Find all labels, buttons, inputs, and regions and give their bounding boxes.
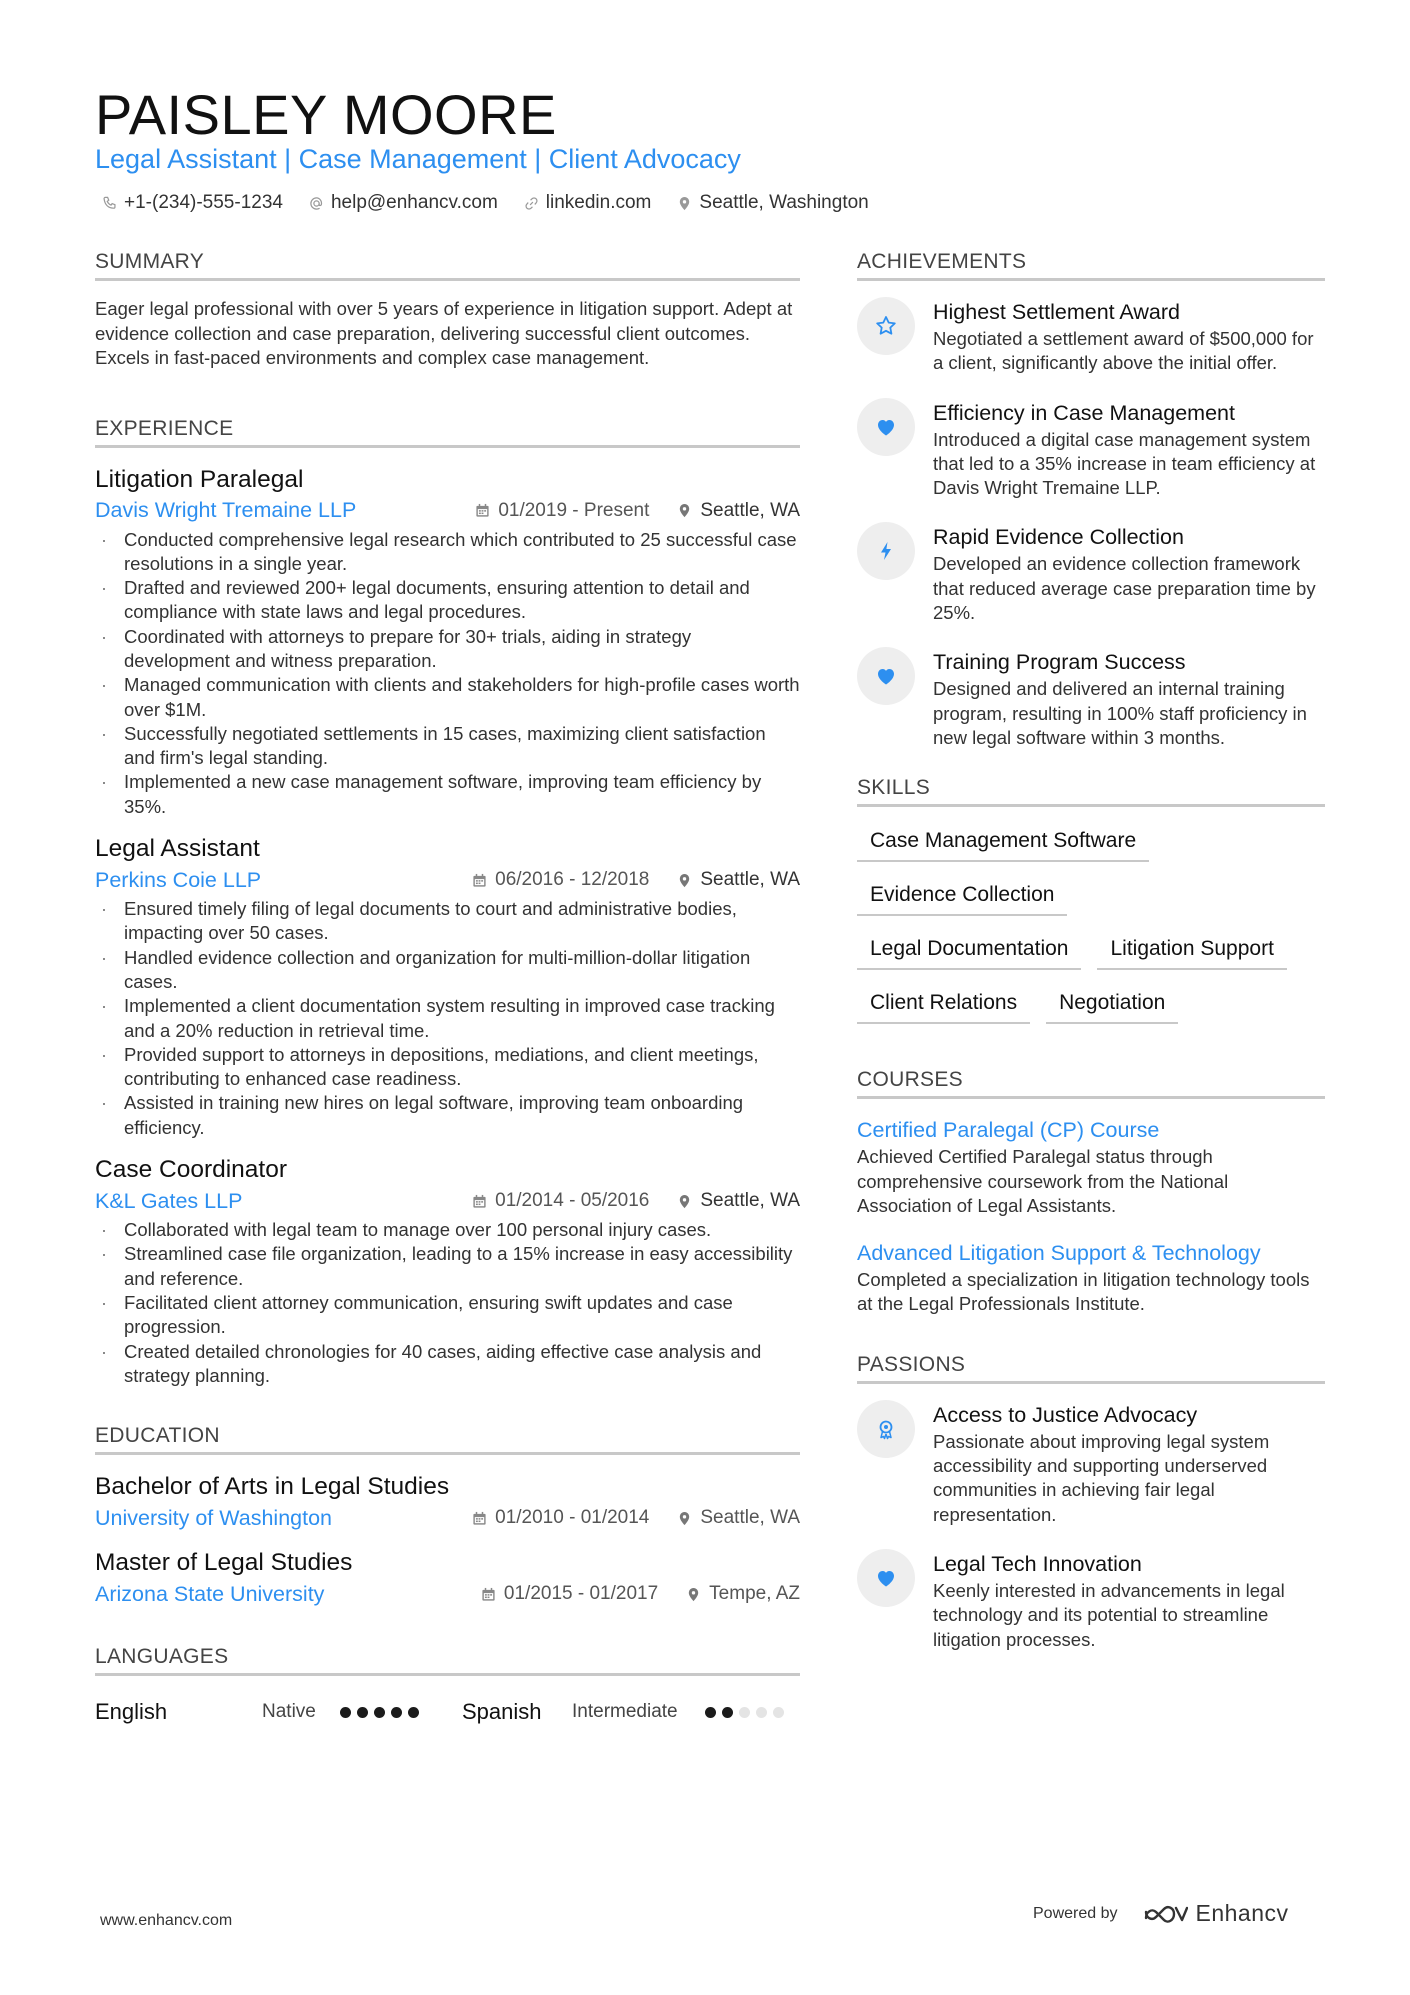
calendar-icon (472, 873, 487, 888)
job-entry (95, 1154, 800, 1388)
education-dates: 01/2010 - 01/2014 (495, 1507, 650, 1529)
language-row (95, 1692, 800, 1732)
candidate-name: PAISLEY MOORE (95, 83, 557, 146)
languages-section (95, 1645, 800, 1732)
summary-section (95, 250, 800, 371)
achievement-title: Training Program Success (933, 650, 1186, 675)
contact-email[interactable] (309, 192, 498, 214)
achievement-desc: Negotiated a settlement award of $500,000 for a client, significantly above the initial offer. (933, 328, 1314, 374)
proficiency-dot (756, 1707, 767, 1718)
job-dates: 06/2016 - 12/2018 (495, 869, 650, 891)
passion-item (857, 1400, 1325, 1527)
bullet-item: · Handled evidence collection and organization for multi-million-dollar litigation cases. (95, 946, 800, 995)
summary-heading: SUMMARY (95, 250, 800, 281)
contact-location-text: Seattle, Washington (699, 192, 869, 213)
courses-heading: COURSES (857, 1068, 1325, 1099)
passion-item (857, 1549, 1325, 1652)
at-icon (309, 196, 324, 211)
passion-title: Access to Justice Advocacy (933, 1402, 1198, 1427)
skills-heading: SKILLS (857, 776, 1325, 807)
course-desc: Achieved Certified Paralegal status through comprehensive coursework from the National Association of Legal Assistants. (857, 1146, 1229, 1216)
language-proficiency-dots (705, 1707, 784, 1718)
bullet-item: · Provided support to attorneys in depositions, mediations, and client meetings, contributing to enhanced case readiness. (95, 1043, 800, 1092)
course-item (857, 1238, 1325, 1317)
heart-icon (874, 415, 898, 439)
footer-branding (1033, 1900, 1289, 1927)
location-icon (686, 1587, 701, 1602)
enhancv-logo-icon (1142, 1902, 1188, 1926)
passions-heading: PASSIONS (857, 1353, 1325, 1384)
phone-icon (102, 196, 117, 211)
award-icon (874, 1417, 898, 1441)
degree-title: Master of Legal Studies (95, 1549, 353, 1577)
skill-tag: Negotiation (1046, 985, 1178, 1024)
bullet-item: · Created detailed chronologies for 40 cases, aiding effective case analysis and strategy planning. (95, 1340, 800, 1389)
calendar-icon (475, 503, 490, 518)
education-entry (95, 1471, 800, 1533)
calendar-icon (481, 1587, 496, 1602)
language-level: Intermediate (572, 1701, 678, 1723)
passions-section (857, 1353, 1325, 1652)
education-location: Tempe, AZ (709, 1583, 800, 1605)
skill-tag: Client Relations (857, 985, 1030, 1024)
school-name: University of Washington (95, 1505, 332, 1530)
powered-by-text: Powered by (1033, 1904, 1118, 1922)
company-name: K&L Gates LLP (95, 1188, 243, 1213)
skill-tag: Litigation Support (1097, 931, 1286, 970)
experience-section (95, 417, 800, 1389)
achievement-desc: Designed and delivered an internal training program, resulting in 100% staff proficiency in new legal software within 3 months. (933, 678, 1307, 748)
education-dates: 01/2015 - 01/2017 (503, 1583, 659, 1605)
contact-email-text: help@enhancv.com (330, 192, 498, 213)
location-icon (677, 1511, 692, 1526)
right-column (857, 250, 1325, 1674)
achievements-heading: ACHIEVEMENTS (857, 250, 1325, 281)
footer-website[interactable]: www.enhancv.com (100, 1912, 233, 1929)
course-desc: Completed a specialization in litigation technology tools at the Legal Professionals Institute. (857, 1269, 1310, 1315)
proficiency-dot (374, 1707, 385, 1718)
bullet-item: · Collaborated with legal team to manage over 100 personal injury cases. (95, 1218, 800, 1242)
language-level: Native (262, 1701, 316, 1723)
bullet-item: · Successfully negotiated settlements in 15 cases, maximizing client satisfaction and firm's legal standing. (95, 722, 800, 771)
bullet-item: · Implemented a client documentation system resulting in improved case tracking and a 20% reduction in retrieval time. (95, 994, 800, 1043)
achievement-item (857, 297, 1325, 376)
contact-location (677, 192, 868, 214)
bullet-item: · Assisted in training new hires on legal software, improving team onboarding efficiency. (95, 1091, 800, 1140)
course-item (857, 1115, 1325, 1218)
proficiency-dot (391, 1707, 402, 1718)
company-name: Perkins Coie LLP (95, 867, 262, 892)
bullet-item: · Coordinated with attorneys to prepare for 30+ trials, aiding in strategy development and witness preparation. (95, 625, 800, 674)
skill-tag: Case Management Software (857, 823, 1149, 862)
brand-logo[interactable] (1142, 1900, 1289, 1927)
course-title: Advanced Litigation Support & Technology (857, 1241, 1261, 1266)
languages-heading: LANGUAGES (95, 1645, 800, 1676)
job-dates: 01/2019 - Present (498, 499, 650, 521)
achievement-desc: Introduced a digital case management system that led to a 35% increase in team efficiency at Davis Wright Tremaine LLP. (933, 428, 1316, 499)
job-location: Seattle, WA (700, 869, 800, 891)
contact-linkedin-text: linkedin.com (545, 192, 652, 213)
bullet-item: · Drafted and reviewed 200+ legal documents, ensuring attention to detail and compliance with state laws and legal procedures. (95, 576, 800, 625)
job-bullets (95, 1218, 800, 1388)
candidate-tagline: Legal Assistant | Case Management | Client Advocacy (95, 144, 741, 174)
proficiency-dot (722, 1707, 733, 1718)
contact-bar (102, 192, 869, 214)
job-bullets (95, 528, 800, 820)
language-name: English (95, 1699, 168, 1725)
achievement-title: Efficiency in Case Management (933, 400, 1235, 425)
brand-name: Enhancv (1195, 1900, 1289, 1926)
language-name: Spanish (462, 1699, 542, 1725)
job-bullets (95, 897, 800, 1140)
education-location: Seattle, WA (700, 1507, 800, 1529)
bullet-item: · Ensured timely filing of legal documents to court and administrative bodies, impacting over 50 cases. (95, 897, 800, 946)
proficiency-dot (739, 1707, 750, 1718)
proficiency-dot (408, 1707, 419, 1718)
language-proficiency-dots (340, 1707, 462, 1718)
calendar-icon (472, 1511, 487, 1526)
degree-title: Bachelor of Arts in Legal Studies (95, 1473, 450, 1501)
location-icon (677, 503, 692, 518)
contact-phone[interactable] (102, 192, 283, 214)
skills-section (857, 776, 1325, 1024)
education-section (95, 1424, 800, 1609)
education-entry (95, 1547, 800, 1609)
achievements-section (857, 250, 1325, 750)
location-icon (677, 1194, 692, 1209)
school-name: Arizona State University (95, 1581, 325, 1606)
heart-icon (874, 1566, 898, 1590)
bullet-item: · Streamlined case file organization, leading to a 15% increase in easy accessibility and reference. (95, 1242, 800, 1291)
courses-section (857, 1068, 1325, 1316)
bullet-item: · Conducted comprehensive legal research which contributed to 25 successful case resolutions in a single year. (95, 528, 800, 577)
education-heading: EDUCATION (95, 1424, 800, 1455)
skill-tag: Legal Documentation (857, 931, 1081, 970)
achievement-item (857, 647, 1325, 750)
experience-heading: EXPERIENCE (95, 417, 800, 448)
achievement-desc: Developed an evidence collection framework that reduced average case preparation time by 25%. (933, 553, 1316, 624)
contact-linkedin[interactable] (524, 192, 652, 214)
proficiency-dot (340, 1707, 351, 1718)
job-dates: 01/2014 - 05/2016 (495, 1190, 650, 1212)
left-column (95, 250, 800, 1732)
bullet-item: · Facilitated client attorney communication, ensuring swift updates and case progression. (95, 1291, 800, 1340)
proficiency-dot (705, 1707, 716, 1718)
summary-text: Eager legal professional with over 5 years of experience in litigation support. Adept at evidence collection and case preparation, delivering successful client outcomes. Excels in fast-paced environments and complex case management. (95, 298, 793, 368)
job-title: Case Coordinator (95, 1156, 288, 1184)
contact-phone-text: +1-(234)-555-1234 (124, 192, 283, 213)
job-location: Seattle, WA (700, 499, 800, 521)
bullet-item: · Implemented a new case management software, improving team efficiency by 35%. (95, 770, 800, 819)
heart-icon (874, 664, 898, 688)
link-icon (524, 196, 539, 211)
proficiency-dot (773, 1707, 784, 1718)
course-title: Certified Paralegal (CP) Course (857, 1118, 1160, 1143)
achievement-title: Highest Settlement Award (933, 300, 1180, 324)
proficiency-dot (357, 1707, 368, 1718)
star-icon (874, 314, 898, 338)
achievement-item (857, 522, 1325, 625)
skills-list (857, 823, 1325, 1024)
location-icon (677, 873, 692, 888)
achievement-title: Rapid Evidence Collection (933, 525, 1184, 550)
calendar-icon (472, 1194, 487, 1209)
company-name: Davis Wright Tremaine LLP (95, 498, 357, 522)
lightning-icon (874, 539, 898, 563)
achievement-item (857, 398, 1325, 501)
job-title: Litigation Paralegal (95, 465, 304, 493)
passion-title: Legal Tech Innovation (933, 1551, 1142, 1576)
job-entry (95, 833, 800, 1140)
passion-desc: Passionate about improving legal system accessibility and supporting underserved communities in achieving fair legal representation. (933, 1430, 1270, 1525)
job-entry (95, 464, 800, 820)
job-location: Seattle, WA (700, 1190, 800, 1212)
location-icon (677, 196, 692, 211)
passion-desc: Keenly interested in advancements in legal technology and its potential to streamline litigation processes. (933, 1579, 1285, 1650)
bullet-item: · Managed communication with clients and stakeholders for high-profile cases worth over $1M. (95, 673, 800, 722)
job-title: Legal Assistant (95, 835, 260, 863)
skill-tag: Evidence Collection (857, 877, 1067, 916)
